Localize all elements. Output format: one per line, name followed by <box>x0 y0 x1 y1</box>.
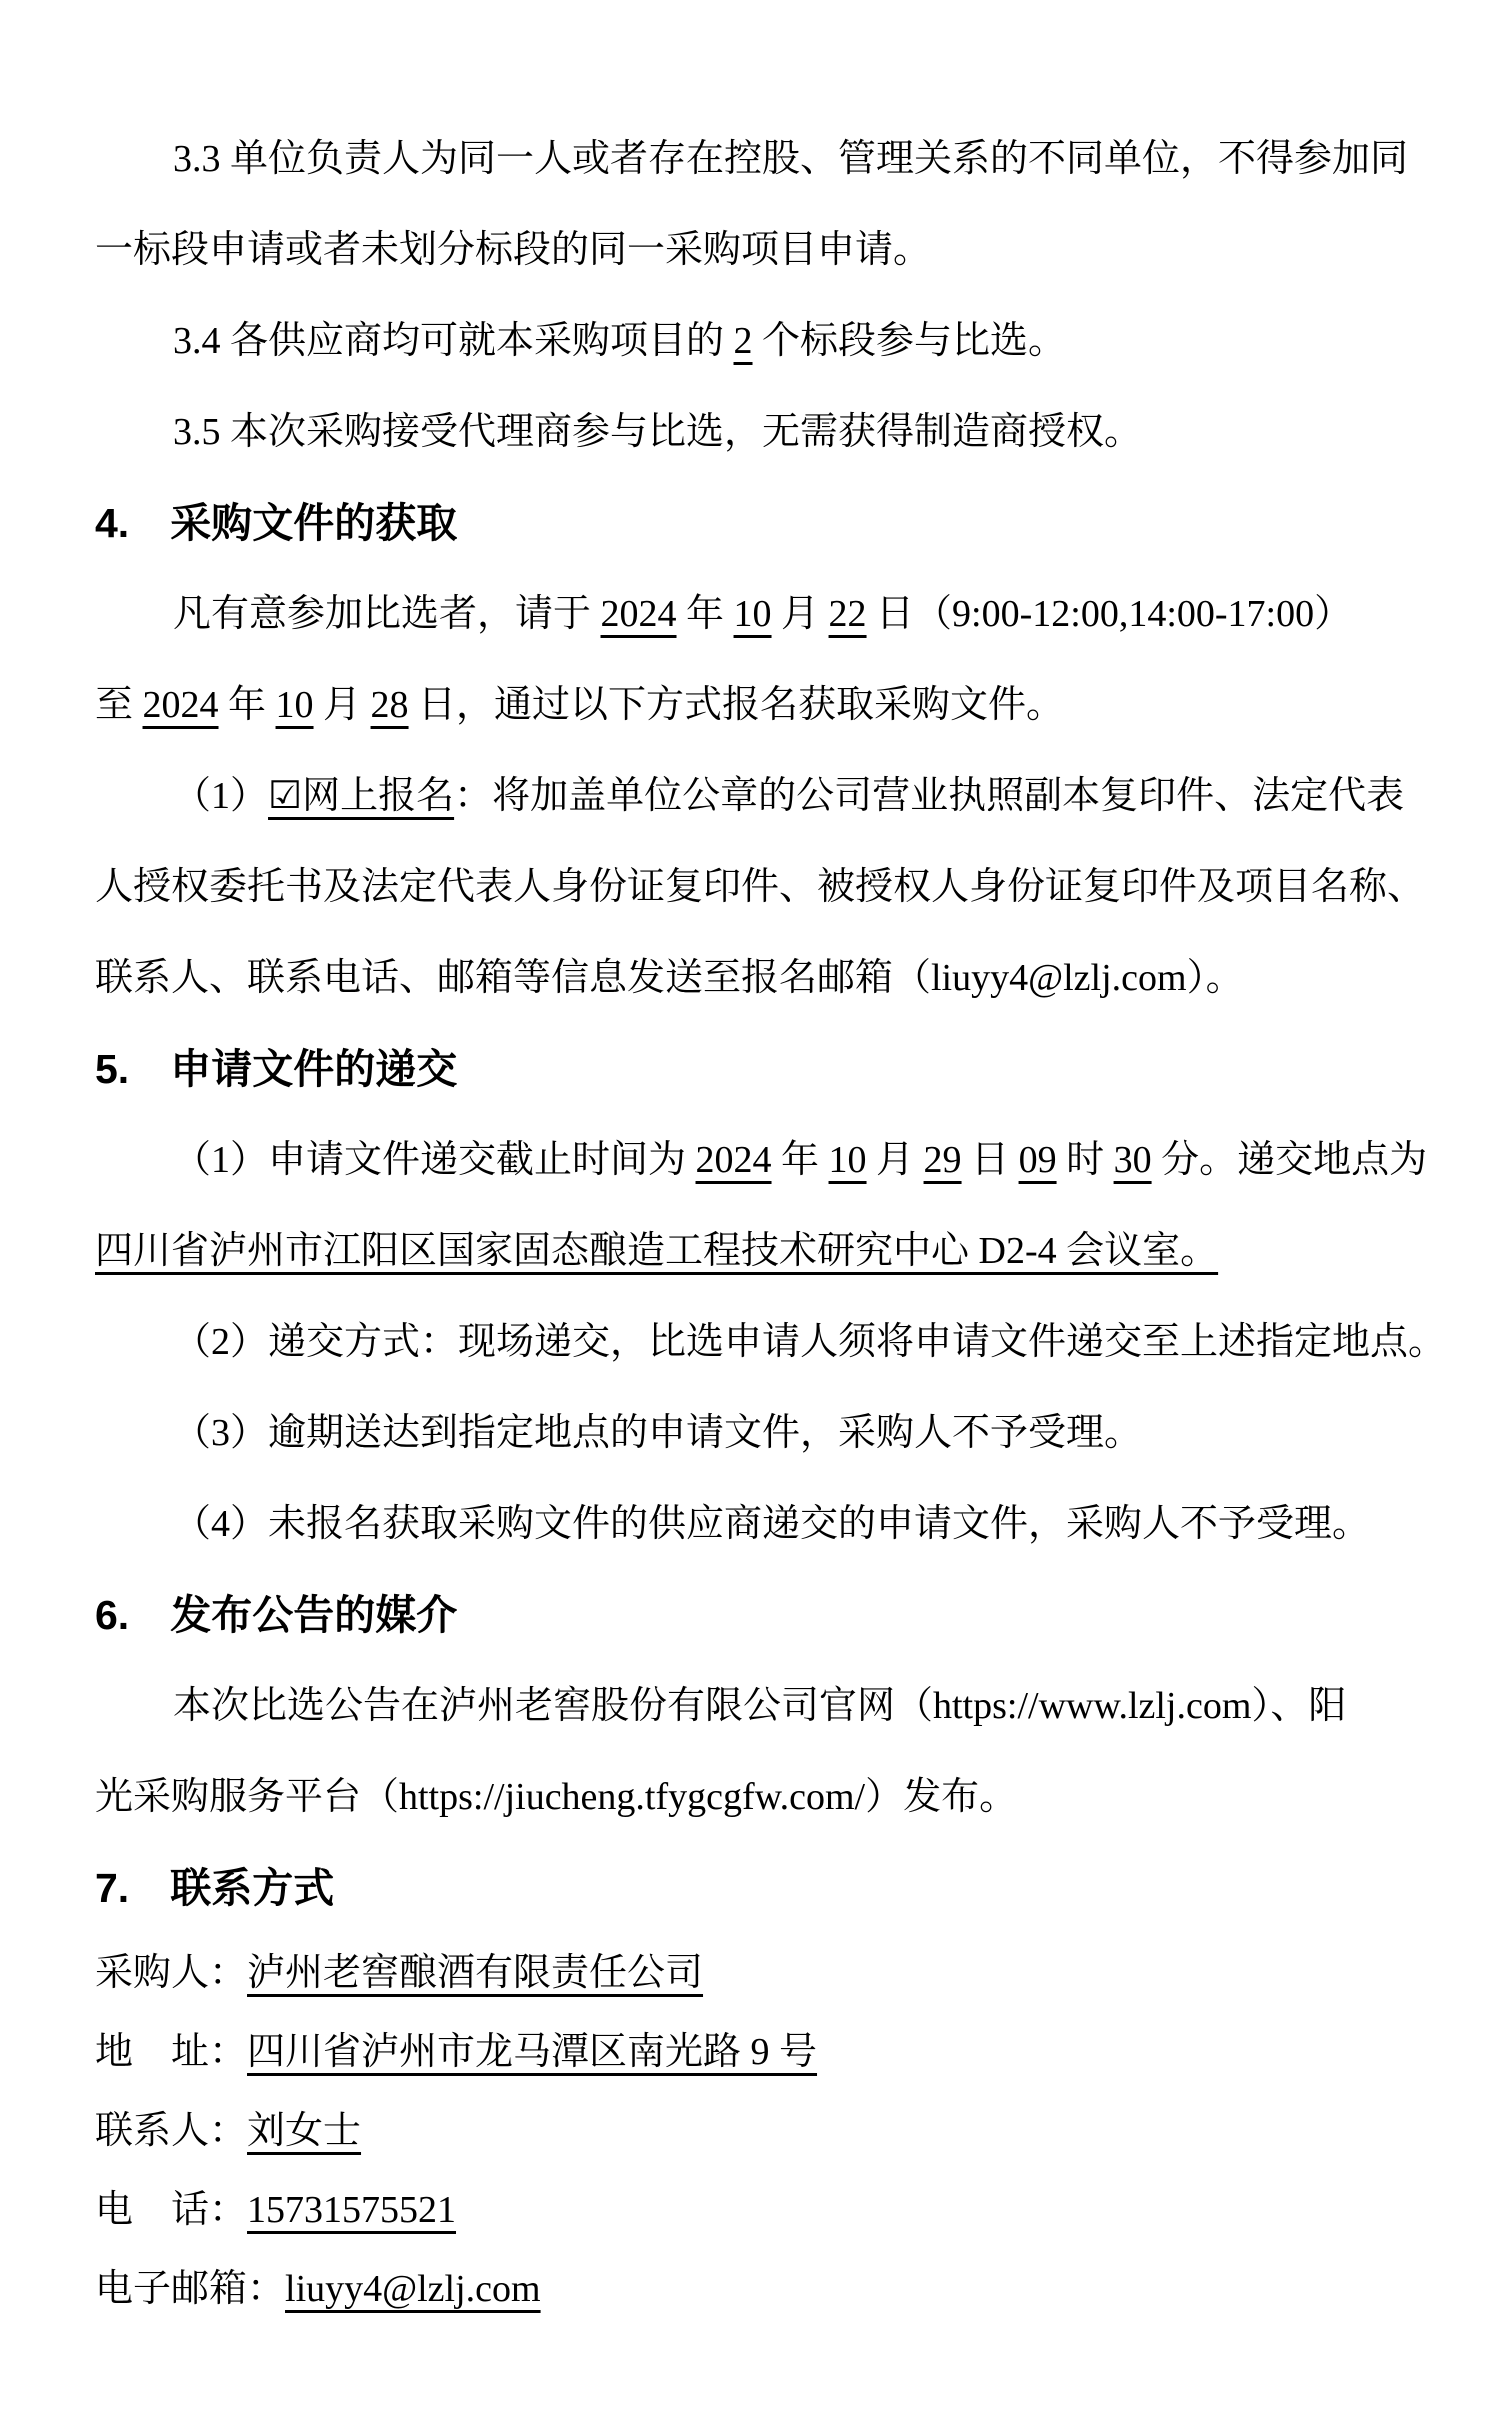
underlined-text-run: 2024 <box>600 593 677 635</box>
underlined-text-run: 泸州老窖酿酒有限责任公司 <box>247 1952 704 1994</box>
underlined-text-run: 10 <box>275 684 314 726</box>
underlined-text-run: liuyy4@lzlj.com <box>285 2268 541 2310</box>
underlined-text-run: ☑网上报名 <box>268 775 455 817</box>
underlined-text-run: 2 <box>733 320 753 362</box>
text-run: （3）逾期送达到指定地点的申请文件，采购人不予受理。 <box>173 1412 1143 1454</box>
contact-person <box>95 2092 1460 2171</box>
text-run: 光采购服务平台（https://jiucheng.tfygcgfw.com/）发布。 <box>95 1776 1018 1818</box>
text-run: 联系人、联系电话、邮箱等信息发送至报名邮箱（liuyy4@lzlj.com）。 <box>95 957 1244 999</box>
clause-3-4 <box>95 296 1460 387</box>
para-4-item1-line2 <box>95 842 1460 933</box>
para-5-item2 <box>95 1297 1460 1388</box>
text-run: 月 <box>866 1139 924 1181</box>
text-run: 4. 采购文件的获取 <box>95 500 458 546</box>
contact-phone <box>95 2171 1460 2250</box>
para-5-item3 <box>95 1388 1460 1479</box>
text-run: 凡有意参加比选者，请于 <box>173 593 601 635</box>
text-run: 日，通过以下方式报名获取采购文件。 <box>408 684 1065 726</box>
text-run: 年 <box>676 593 734 635</box>
text-run: （1）申请文件递交截止时间为 <box>173 1139 696 1181</box>
underlined-text-run: 28 <box>370 684 409 726</box>
text-run: 电子邮箱： <box>95 2268 286 2310</box>
text-run: 3.4 各供应商均可就本采购项目的 <box>173 320 734 362</box>
text-run: 至 <box>95 684 143 726</box>
para-4-line2 <box>95 660 1460 751</box>
text-run: 分。递交地点为 <box>1151 1139 1428 1181</box>
underlined-text-run: 2024 <box>695 1139 772 1181</box>
contact-purchaser <box>95 1934 1460 2013</box>
para-5-item1-line2 <box>95 1206 1460 1297</box>
text-run: 时 <box>1056 1139 1114 1181</box>
heading-6 <box>95 1570 1460 1661</box>
text-run: 地 址： <box>95 2031 248 2073</box>
text-run: 年 <box>771 1139 829 1181</box>
text-run: 3.3 单位负责人为同一人或者存在控股、管理关系的不同单位，不得参加同 <box>173 138 1409 180</box>
text-run: 人授权委托书及法定代表人身份证复印件、被授权人身份证复印件及项目名称、 <box>95 866 1426 908</box>
heading-7 <box>95 1843 1460 1934</box>
text-run: 月 <box>771 593 829 635</box>
text-run: 6. 发布公告的媒介 <box>95 1592 458 1638</box>
underlined-text-run: 15731575521 <box>247 2189 457 2231</box>
clause-3-5 <box>95 387 1460 478</box>
text-run: 采购人： <box>95 1952 248 1994</box>
para-4-item1-line3 <box>95 933 1460 1024</box>
text-run: （4）未报名获取采购文件的供应商递交的申请文件，采购人不予受理。 <box>173 1503 1371 1545</box>
underlined-text-run: 29 <box>923 1139 962 1181</box>
text-run: 日 <box>961 1139 1019 1181</box>
para-5-item1-line1 <box>95 1115 1460 1206</box>
text-run: 一标段申请或者未划分标段的同一采购项目申请。 <box>95 229 932 271</box>
underlined-text-run: 四川省泸州市龙马潭区南光路 9 号 <box>247 2031 818 2073</box>
heading-4 <box>95 478 1460 569</box>
underlined-text-run: 刘女士 <box>247 2110 362 2152</box>
underlined-text-run: 2024 <box>142 684 219 726</box>
para-4-item1-line1 <box>95 751 1460 842</box>
text-run: （2）递交方式：现场递交，比选申请人须将申请文件递交至上述指定地点。 <box>173 1321 1447 1363</box>
underlined-text-run: 10 <box>733 593 772 635</box>
text-run: 月 <box>313 684 371 726</box>
para-4-line1 <box>95 569 1460 660</box>
text-run: 3.5 本次采购接受代理商参与比选，无需获得制造商授权。 <box>173 411 1143 453</box>
text-run: 本次比选公告在泸州老窖股份有限公司官网（https://www.lzlj.com）、阳 <box>173 1685 1347 1727</box>
text-run: 个标段参与比选。 <box>752 320 1067 362</box>
text-run: 年 <box>218 684 276 726</box>
heading-5 <box>95 1024 1460 1115</box>
text-run: 日（9:00-12:00,14:00-17:00） <box>866 593 1353 635</box>
underlined-text-run: 30 <box>1113 1139 1152 1181</box>
contact-email <box>95 2250 1460 2329</box>
para-6-line1 <box>95 1661 1460 1752</box>
underlined-text-run: 10 <box>828 1139 867 1181</box>
text-run: 5. 申请文件的递交 <box>95 1046 458 1092</box>
contact-address <box>95 2013 1460 2092</box>
text-run: （1） <box>173 775 269 817</box>
text-run: ：将加盖单位公章的公司营业执照副本复印件、法定代表 <box>454 775 1405 817</box>
underlined-text-run: 22 <box>828 593 867 635</box>
underlined-text-run: 四川省泸州市江阳区国家固态酿造工程技术研究中心 D2-4 会议室。 <box>95 1230 1219 1272</box>
underlined-text-run: 09 <box>1018 1139 1057 1181</box>
para-6-line2 <box>95 1752 1460 1843</box>
clause-3-3-line1 <box>95 114 1460 205</box>
para-5-item4 <box>95 1479 1460 1570</box>
text-run: 7. 联系方式 <box>95 1865 335 1911</box>
clause-3-3-line2 <box>95 205 1460 296</box>
text-run: 电 话： <box>95 2189 248 2231</box>
text-run: 联系人： <box>95 2110 248 2152</box>
